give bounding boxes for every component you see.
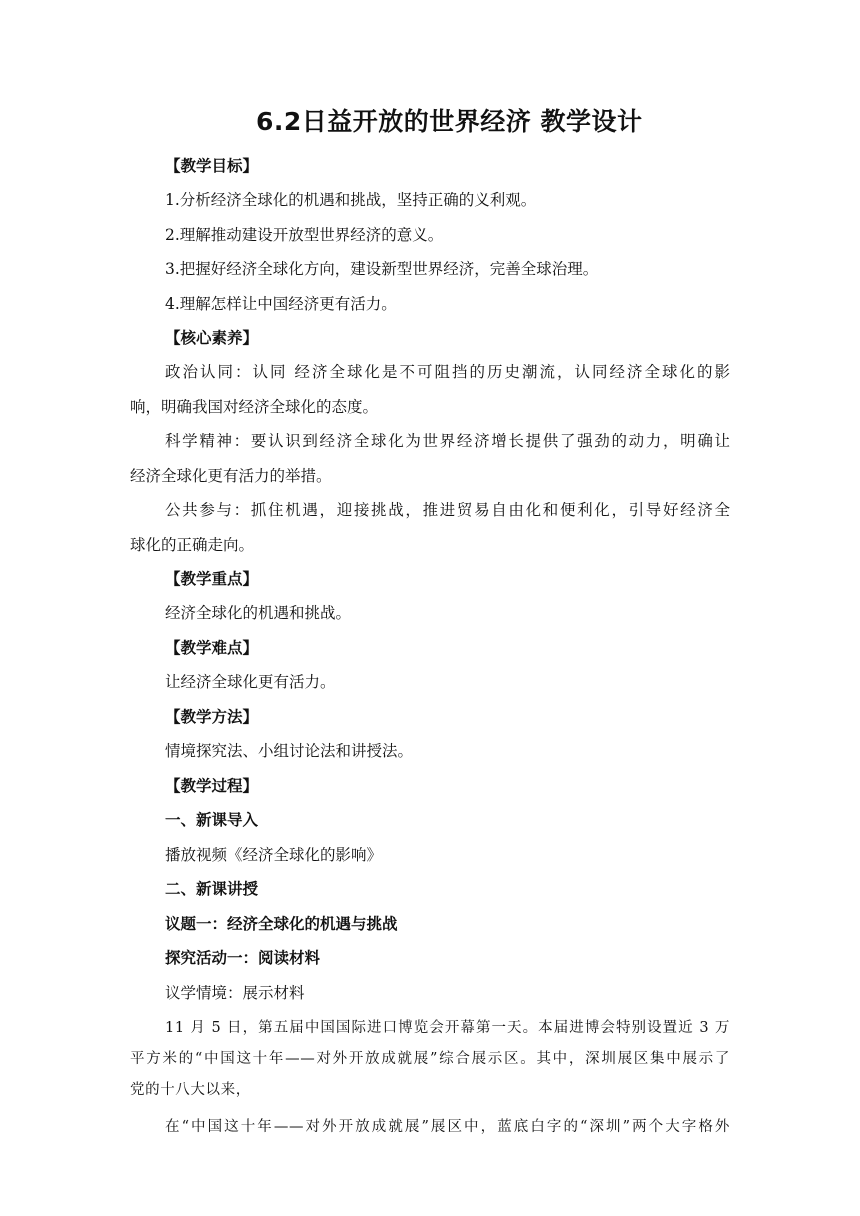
process-heading: 【教学过程】 (165, 777, 259, 795)
literacy-p3-line2: 球化的正确走向。 (130, 536, 255, 554)
part1-heading: 一、新课导入 (165, 811, 259, 829)
part2-heading: 二、新课讲授 (165, 880, 259, 898)
part1-text: 播放视频《经济全球化的影响》 (165, 846, 383, 864)
material1-line2: 平方米的“中国这十年——对外开放成就展”综合展示区。其中，深圳展区集中展示了 (130, 1051, 730, 1067)
goal-item-2: 2.理解推动建设开放型世界经济的意义。 (165, 226, 444, 244)
methods-heading: 【教学方法】 (165, 708, 259, 726)
literacy-p1-line2: 响，明确我国对经济全球化的态度。 (130, 398, 379, 416)
methods-text: 情境探究法、小组讨论法和讲授法。 (165, 742, 414, 760)
literacy-p2-line1: 科学精神：要认识到经济全球化为世界经济增长提供了强劲的动力，明确让 (165, 432, 730, 450)
key-points-heading: 【教学重点】 (165, 570, 259, 588)
key-points-text: 经济全球化的机遇和挑战。 (165, 604, 352, 622)
activity1-heading: 探究活动一：阅读材料 (165, 949, 321, 967)
goal-item-4: 4.理解怎样让中国经济更有活力。 (165, 295, 397, 313)
material1-line1: 11 月 5 日，第五届中国国际进口博览会开幕第一天。本届进博会特别设置近 3 万 (165, 1020, 730, 1036)
goals-heading: 【教学目标】 (165, 157, 259, 175)
goal-item-1: 1.分析经济全球化的机遇和挑战，坚持正确的义利观。 (165, 191, 537, 209)
literacy-heading: 【核心素养】 (165, 329, 259, 347)
difficulties-text: 让经济全球化更有活力。 (165, 673, 336, 691)
difficulties-heading: 【教学难点】 (165, 639, 259, 657)
literacy-p1-line1: 政治认同：认同 经济全球化是不可阻挡的历史潮流，认同经济全球化的影 (165, 363, 730, 381)
topic1-heading: 议题一：经济全球化的机遇与挑战 (165, 915, 398, 933)
material1-line3: 党的十八大以来， (130, 1082, 251, 1098)
literacy-p3-line1: 公共参与：抓住机遇，迎接挑战，推进贸易自由化和便利化，引导好经济全 (165, 501, 730, 519)
goal-item-3: 3.把握好经济全球化方向，建设新型世界经济，完善全球治理。 (165, 260, 599, 278)
material2-line1: 在“中国这十年——对外开放成就展”展区中，蓝底白字的“深圳”两个大字格外 (165, 1119, 730, 1135)
document-title: 6.2日益开放的世界经济 教学设计 (256, 107, 643, 136)
situation-text: 议学情境：展示材料 (165, 984, 305, 1002)
literacy-p2-line2: 经济全球化更有活力的举措。 (130, 467, 332, 485)
